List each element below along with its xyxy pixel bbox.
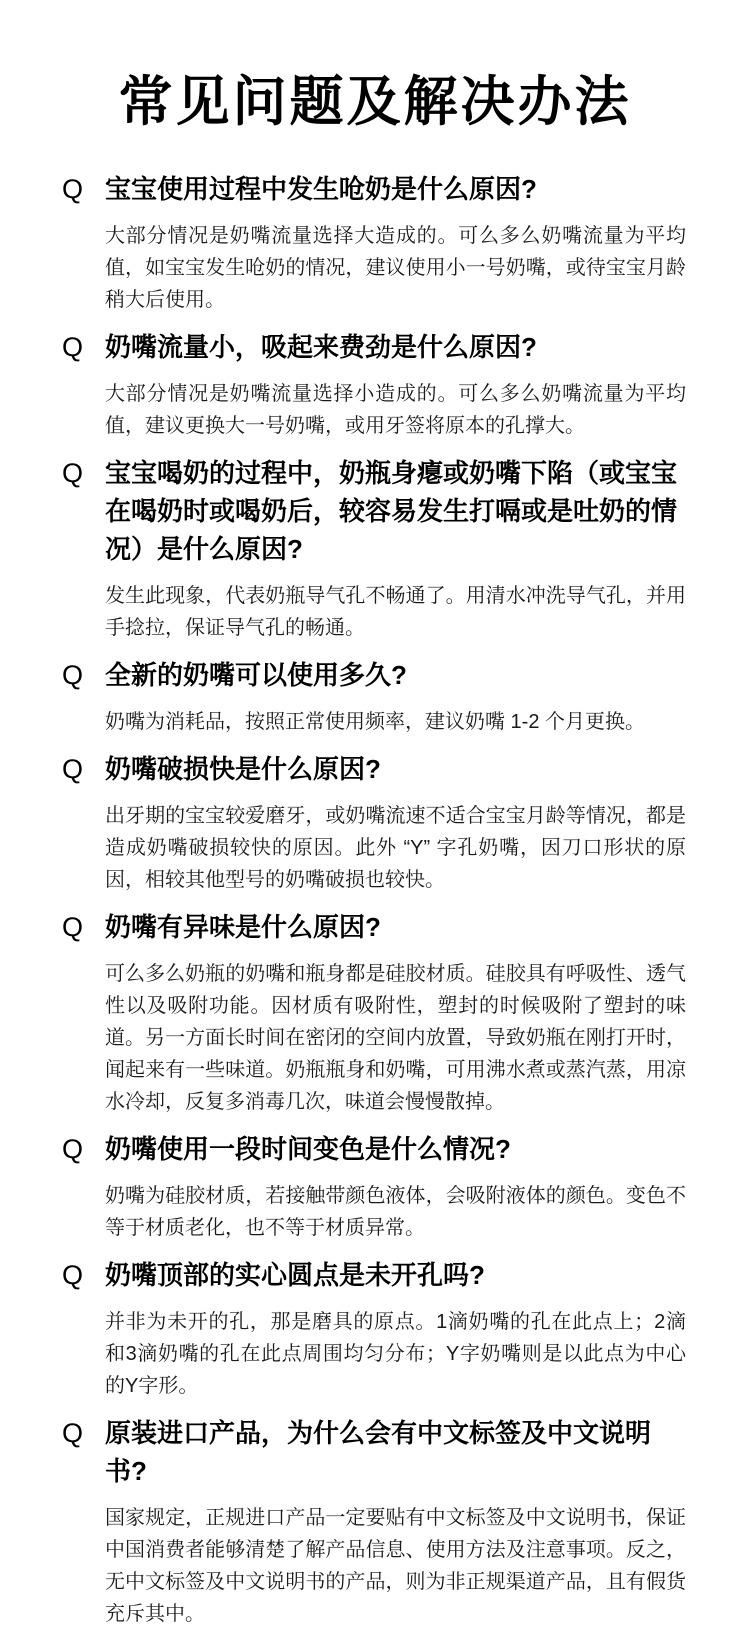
faq-answer: 大部分情况是奶嘴流量选择大造成的。可么多么奶嘴流量为平均值，如宝宝发生呛奶的情况，建议使用小一号奶嘴，或待宝宝月龄稍大后使用。 xyxy=(105,225,686,311)
faq-item xyxy=(0,328,750,442)
question-marker: Q xyxy=(62,1260,84,1290)
faq-item xyxy=(0,170,750,316)
question-marker: Q xyxy=(62,660,84,690)
faq-item xyxy=(0,454,750,644)
faq-answer: 可么多么奶瓶的奶嘴和瓶身都是硅胶材质。硅胶具有呼吸性、透气性以及吸附功能。因材质有吸附性，塑封的时候吸附了塑封的味道。另一方面长时间在密闭的空间内放置，导致奶瓶在刚打开时，闻起来有一些味道。奶瓶瓶身和奶嘴，可用沸水煮或蒸汽蒸，用凉水冷却，反复多消毒几次，味道会慢慢散掉。 xyxy=(105,963,686,1113)
faq-question: 奶嘴流量小，吸起来费劲是什么原因? xyxy=(105,332,537,362)
faq-question: 奶嘴顶部的实心圆点是未开孔吗? xyxy=(105,1260,485,1290)
faq-answer: 出牙期的宝宝较爱磨牙，或奶嘴流速不适合宝宝月龄等情况，都是造成奶嘴破损较快的原因。此外 “Y” 字孔奶嘴，因刀口形状的原因，相较其他型号的奶嘴破损也较快。 xyxy=(105,805,686,891)
question-marker: Q xyxy=(62,332,84,362)
faq-item xyxy=(0,1130,750,1244)
faq-answer: 奶嘴为消耗品，按照正常使用频率，建议奶嘴 1-2 个月更换。 xyxy=(105,711,646,733)
faq-item xyxy=(0,1414,750,1630)
question-marker: Q xyxy=(62,754,84,784)
question-marker: Q xyxy=(62,1418,84,1448)
faq-answer: 国家规定，正规进口产品一定要贴有中文标签及中文说明书，保证中国消费者能够清楚了解产品信息、使用方法及注意事项。反之，无中文标签及中文说明书的产品，则为非正规渠道产品，且有假货充斥其中。 xyxy=(105,1507,686,1625)
faq-question: 原装进口产品，为什么会有中文标签及中文说明书? xyxy=(105,1418,652,1486)
faq-item xyxy=(0,656,750,738)
question-marker: Q xyxy=(62,912,84,942)
page-title: 常见问题及解决办法 xyxy=(118,72,632,132)
faq-list xyxy=(0,170,750,1630)
faq-page xyxy=(0,64,750,1630)
faq-question: 奶嘴使用一段时间变色是什么情况? xyxy=(105,1134,511,1164)
question-marker: Q xyxy=(62,174,84,204)
faq-item xyxy=(0,908,750,1118)
faq-question: 奶嘴破损快是什么原因? xyxy=(105,754,381,784)
faq-question: 宝宝使用过程中发生呛奶是什么原因? xyxy=(105,174,537,204)
faq-answer: 并非为未开的孔，那是磨具的原点。1滴奶嘴的孔在此点上；2滴和3滴奶嘴的孔在此点周围均匀分布；Y字奶嘴则是以此点为中心的Y字形。 xyxy=(105,1311,686,1397)
question-marker: Q xyxy=(62,1134,84,1164)
faq-answer: 奶嘴为硅胶材质，若接触带颜色液体，会吸附液体的颜色。变色不等于材质老化，也不等于材质异常。 xyxy=(105,1185,686,1239)
faq-question: 全新的奶嘴可以使用多久? xyxy=(105,660,407,690)
faq-question: 宝宝喝奶的过程中，奶瓶身瘪或奶嘴下陷（或宝宝在喝奶时或喝奶后，较容易发生打嗝或是吐奶的情况）是什么原因? xyxy=(105,458,678,564)
faq-item xyxy=(0,750,750,896)
faq-answer: 发生此现象，代表奶瓶导气孔不畅通了。用清水冲洗导气孔，并用手捻拉，保证导气孔的畅通。 xyxy=(105,585,686,639)
faq-item xyxy=(0,1256,750,1402)
faq-question: 奶嘴有异味是什么原因? xyxy=(105,912,381,942)
faq-answer: 大部分情况是奶嘴流量选择小造成的。可么多么奶嘴流量为平均值，建议更换大一号奶嘴，或用牙签将原本的孔撑大。 xyxy=(105,383,686,437)
question-marker: Q xyxy=(62,458,84,488)
